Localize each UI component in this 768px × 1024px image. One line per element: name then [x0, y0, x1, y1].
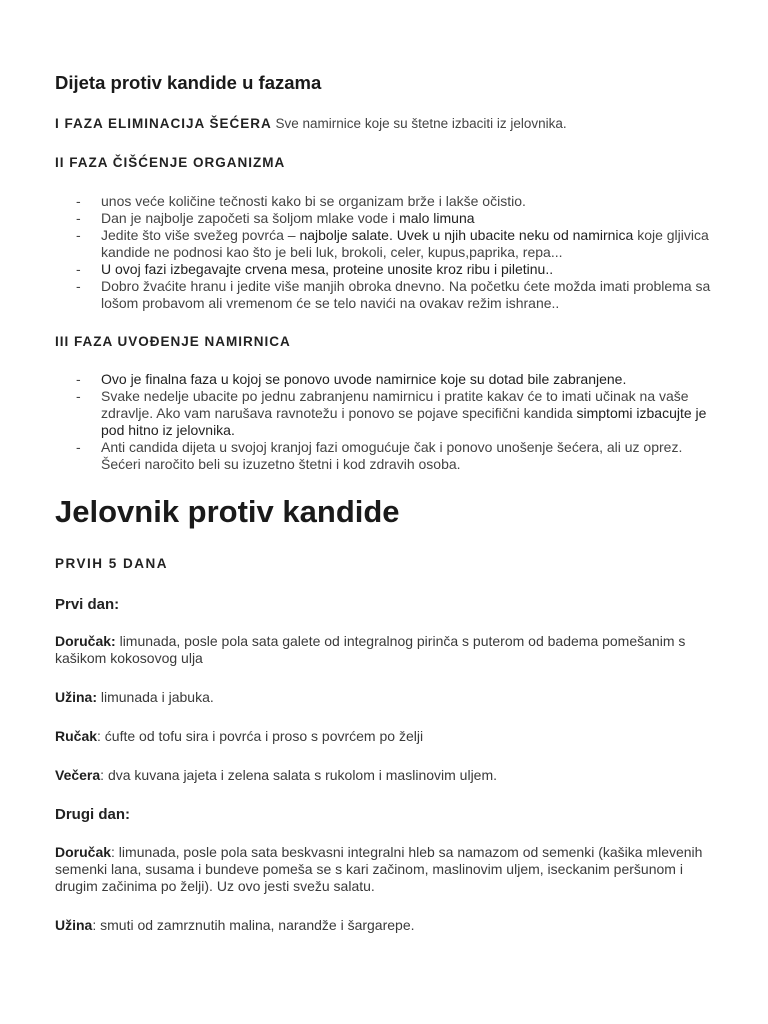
- meal-label: Večera: [55, 767, 101, 783]
- phase2-list: [55, 193, 715, 312]
- meal-label: Doručak:: [55, 633, 116, 649]
- day1-snack: Užina: limunada i jabuka.: [55, 689, 214, 705]
- list-item: - U ovoj fazi izbegavajte crvena mesa, proteine unosite kroz ribu i piletinu..: [55, 261, 715, 278]
- list-item: - Svake nedelje ubacite po jednu zabranjenu namirnicu i pratite kakav će to imati učinak na vaše zdravlje. Ako vam narušava ravnotežu i ponovo se pojave specifični kandida simptomi izbacujte je pod hitno iz jelovnika.: [55, 388, 715, 439]
- list-item: - unos veće količine tečnosti kako bi se organizam brže i lakše očistio.: [55, 193, 715, 210]
- phase1-label: I FAZA ELIMINACIJA ŠEĆERA: [55, 116, 272, 131]
- phase3-heading: [55, 334, 291, 349]
- day1-heading: Prvi dan:: [55, 596, 120, 613]
- list-item: - Jedite što više svežeg povrća – najbolje salate. Uvek u njih ubacite neku od namirnica koje gljivica kandide ne podnosi kao što je beli luk, brokoli, celer, kupus,paprika, repa...: [55, 227, 715, 261]
- list-item: - Dan je najbolje započeti sa šoljom mlake vode i malo limuna: [55, 210, 715, 227]
- list-item: - Ovo je finalna faza u kojoj se ponovo uvode namirnice koje su dotad bile zabranjene.: [55, 371, 715, 388]
- day1-dinner: Večera: dva kuvana jajeta i zelena salata s rukolom i maslinovim uljem.: [55, 767, 498, 783]
- phase3-label: III FAZA UVOĐENJE NAMIRNICA: [55, 334, 291, 349]
- day2-heading: Drugi dan:: [55, 806, 130, 823]
- day2-snack: Užina: smuti od zamrznutih malina, narandže i šargarepe.: [55, 917, 415, 933]
- day1-breakfast: Doručak: limunada, posle pola sata galete od integralnog pirinča s puterom od badema pomešanim s kašikom kokosovog ulja: [55, 633, 686, 666]
- phase2-label: II FAZA ČIŠĆENJE ORGANIZMA: [55, 155, 286, 170]
- list-item: - Anti candida dijeta u svojoj kranjoj fazi omogućuje čak i ponovo unošenje šećera, ali uz oprez. Šećeri naročito beli su izuzetno štetni i kod zdravih osoba.: [55, 439, 715, 473]
- phase2-heading: [55, 155, 285, 170]
- menu-title: Jelovnik protiv kandide: [55, 494, 400, 529]
- document-title: Dijeta protiv kandide u fazama: [55, 72, 322, 93]
- day2-breakfast: Doručak: limunada, posle pola sata beskvasni integralni hleb sa namazom od semenki (kašika mlevenih semenki lana, susama i bundeve pomeša se s kari začinom, maslinovim uljem, iseckanim peršunom i drugim začinima po želji). Uz ovo jesti svežu salatu.: [55, 844, 703, 894]
- menu-subtitle: PRVIH 5 DANA: [55, 556, 169, 571]
- meal-label: Ručak: [55, 728, 98, 744]
- phase1-heading: [55, 116, 567, 131]
- meal-label: Doručak: [55, 844, 112, 860]
- meal-label: Užina: [55, 917, 93, 933]
- phase1-text: Sve namirnice koje su štetne izbaciti iz jelovnika.: [275, 116, 567, 131]
- phase3-list: [55, 371, 715, 473]
- meal-label: Užina:: [55, 689, 97, 705]
- list-item: - Dobro žvaćite hranu i jedite više manjih obroka dnevno. Na početku ćete možda imati problema sa lošom probavom ali vremenom će se telo navići na ovakav režim ishrane..: [55, 278, 715, 312]
- day1-lunch: Ručak: ćufte od tofu sira i povrća i proso s povrćem po želji: [55, 728, 424, 744]
